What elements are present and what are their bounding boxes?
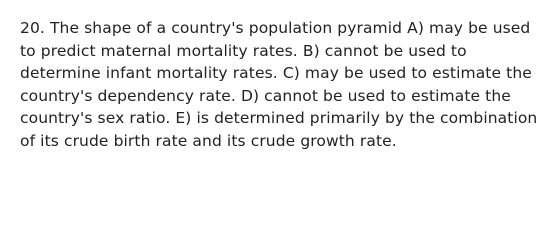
question-text: 20. The shape of a country's population pyramid A) may be used to predict maternal mortality rates. B) cannot be used to determine infant mortality rates. C) may be used to estimate the country's dependency rate. D) cannot be used to estimate the country's sex ratio. E) is determined primarily by the combination of its crude birth rate and its crude growth rate. [20, 19, 538, 150]
